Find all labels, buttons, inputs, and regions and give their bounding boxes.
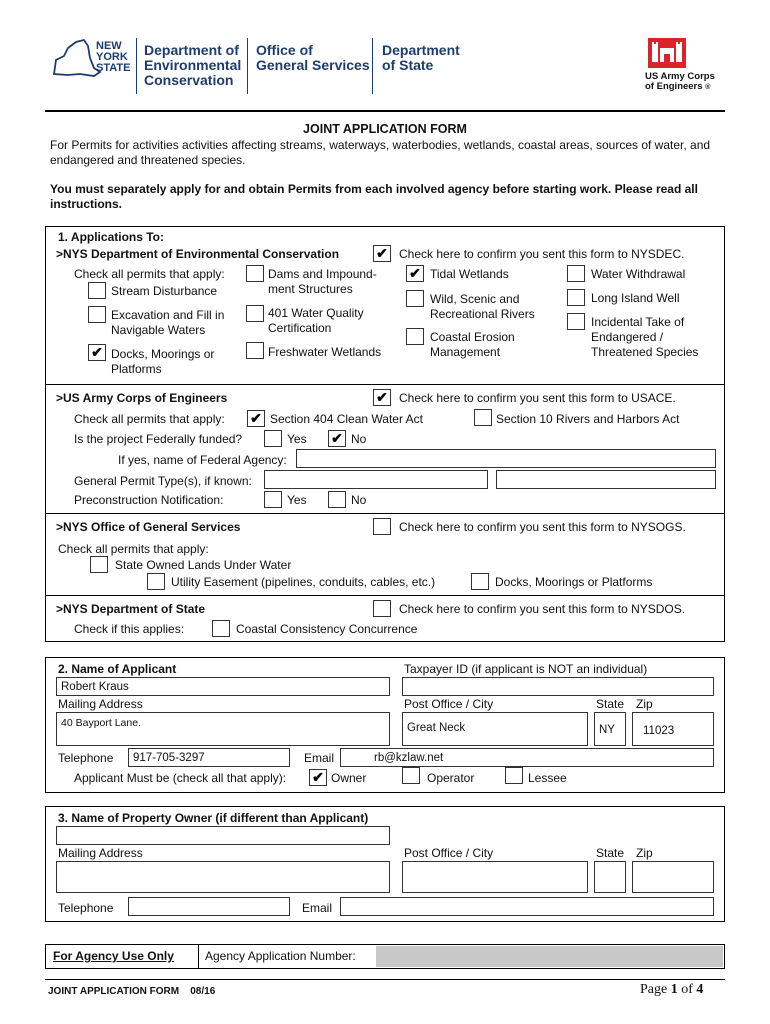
wild-scenic-label: Wild, Scenic and Recreational Rivers bbox=[430, 292, 535, 321]
email-label: Email bbox=[304, 751, 335, 765]
owner-telephone-input[interactable] bbox=[128, 897, 290, 916]
general-permit-label: General Permit Type(s), if known: bbox=[74, 474, 252, 488]
freshwater-checkbox[interactable] bbox=[246, 342, 264, 359]
state-lands-checkbox[interactable] bbox=[90, 556, 108, 573]
state-lands-label: State Owned Lands Under Water bbox=[115, 558, 292, 572]
owner-zip-input[interactable] bbox=[632, 861, 714, 893]
warning-text: You must separately apply for and obtain Permits from each involved agency before starting work. Please read all instructions. bbox=[50, 182, 698, 211]
mailing-address-label: Mailing Address bbox=[58, 697, 143, 711]
divider bbox=[136, 38, 137, 94]
utility-easement-label: Utility Easement (pipelines, conduits, cables, etc.) bbox=[171, 575, 436, 589]
header-rule bbox=[45, 110, 725, 112]
usace-line-2: of Engineers bbox=[645, 81, 703, 92]
usace-castle-icon bbox=[648, 38, 686, 68]
freshwater-label: Freshwater Wetlands bbox=[268, 345, 382, 359]
dec-heading: >NYS Department of Environmental Conservation bbox=[56, 247, 340, 261]
footer-version: 08/16 bbox=[190, 986, 216, 997]
state-input[interactable]: NY bbox=[594, 712, 626, 746]
taxpayer-id-input[interactable] bbox=[402, 677, 714, 696]
owner-po-input[interactable] bbox=[402, 861, 588, 893]
usace-wordmark bbox=[645, 72, 715, 93]
fed-yes-label: Yes bbox=[287, 432, 307, 446]
coastal-erosion-checkbox[interactable] bbox=[406, 328, 424, 345]
divider bbox=[247, 38, 248, 94]
dec-line-3: Conservation bbox=[144, 72, 234, 88]
owner-label: Owner bbox=[331, 771, 367, 785]
ogs-docks-label: Docks, Moorings or Platforms bbox=[495, 575, 653, 589]
zip-input[interactable]: 11023 bbox=[632, 712, 714, 746]
telephone-input[interactable]: 917-705-3297 bbox=[128, 748, 290, 767]
owner-zip-label: Zip bbox=[636, 846, 653, 860]
ny-word-1: NEW bbox=[96, 40, 122, 52]
ny-word-2: YORK bbox=[96, 51, 128, 63]
ny-word-3: STATE bbox=[96, 62, 131, 74]
pcn-yes-checkbox[interactable] bbox=[264, 491, 282, 508]
wq401-label: 401 Water Quality Certification bbox=[268, 306, 364, 335]
usace-reg: ® bbox=[705, 84, 711, 91]
usace-confirm-label: Check here to confirm you sent this form to USACE. bbox=[399, 391, 676, 405]
general-permit-input-1[interactable] bbox=[264, 470, 488, 489]
taxpayer-label: Taxpayer ID (if applicant is NOT an individual) bbox=[404, 662, 648, 676]
page-total: 4 bbox=[696, 982, 704, 997]
agency-number-field[interactable] bbox=[376, 946, 723, 967]
stream-checkbox[interactable] bbox=[88, 282, 106, 299]
utility-easement-checkbox[interactable] bbox=[147, 573, 165, 590]
usace-check-all-label: Check all permits that apply: bbox=[74, 412, 225, 426]
s404-label: Section 404 Clean Water Act bbox=[270, 412, 423, 426]
footer-form-id bbox=[48, 984, 215, 999]
ogs-line-2: General Services bbox=[256, 57, 370, 73]
wild-scenic-checkbox[interactable] bbox=[406, 290, 424, 307]
owner-state-label: State bbox=[596, 846, 625, 860]
excavation-label: Excavation and Fill in Navigable Waters bbox=[111, 308, 225, 337]
general-permit-input-2[interactable] bbox=[496, 470, 716, 489]
form-title: JOINT APPLICATION FORM bbox=[303, 122, 467, 136]
s404-checkbox[interactable]: ✔ bbox=[247, 410, 265, 427]
lessee-label: Lessee bbox=[528, 771, 567, 785]
docks-dec-checkbox[interactable]: ✔ bbox=[88, 344, 106, 361]
operator-checkbox[interactable] bbox=[402, 767, 420, 784]
federal-agency-label: If yes, name of Federal Agency: bbox=[118, 453, 287, 467]
incidental-take-label: Incidental Take of Endangered / Threatened Species bbox=[591, 315, 699, 359]
footer-form-name: JOINT APPLICATION FORM bbox=[48, 986, 180, 997]
section-2-heading: 2. Name of Applicant bbox=[58, 662, 177, 676]
dos-confirm-label: Check here to confirm you sent this form to NYSDOS. bbox=[399, 602, 686, 616]
ogs-heading: >NYS Office of General Services bbox=[56, 520, 241, 534]
agency-number-label: Agency Application Number: bbox=[205, 949, 356, 963]
email-input[interactable]: rb@kzlaw.net bbox=[340, 748, 714, 767]
owner-mailing-input[interactable] bbox=[56, 861, 390, 893]
telephone-label: Telephone bbox=[58, 751, 114, 765]
owner-name-input[interactable] bbox=[56, 826, 390, 845]
divider bbox=[45, 513, 725, 514]
dec-confirm-checkbox[interactable]: ✔ bbox=[373, 245, 391, 262]
post-office-input[interactable]: Great Neck bbox=[402, 712, 588, 746]
ogs-confirm-checkbox[interactable] bbox=[373, 518, 391, 535]
federal-agency-input[interactable] bbox=[296, 449, 716, 468]
dec-line-2: Environmental bbox=[144, 57, 242, 73]
ogs-check-all-label: Check all permits that apply: bbox=[58, 542, 209, 556]
section-1-heading: 1. Applications To: bbox=[58, 230, 165, 244]
federally-funded-label: Is the project Federally funded? bbox=[74, 432, 243, 446]
ny-state-wordmark bbox=[96, 41, 130, 74]
owner-state-input[interactable] bbox=[594, 861, 626, 893]
page-number: 1 bbox=[670, 982, 678, 997]
page-prefix: Page bbox=[640, 982, 671, 997]
divider bbox=[45, 595, 725, 596]
dec-logo bbox=[144, 43, 241, 88]
owner-telephone-label: Telephone bbox=[58, 901, 114, 915]
ogs-confirm-label: Check here to confirm you sent this form to NYSOGS. bbox=[399, 520, 686, 534]
dos-logo bbox=[382, 43, 460, 73]
dams-checkbox[interactable] bbox=[246, 265, 264, 282]
coastal-consistency-label: Coastal Consistency Concurrence bbox=[236, 622, 418, 636]
ogs-logo bbox=[256, 43, 370, 73]
divider bbox=[45, 384, 725, 385]
usace-line-1: US Army Corps bbox=[645, 71, 715, 82]
tidal-checkbox[interactable]: ✔ bbox=[406, 265, 424, 282]
ogs-line-1: Office of bbox=[256, 42, 313, 58]
dec-check-all-label: Check all permits that apply: bbox=[74, 267, 225, 281]
incidental-take-checkbox[interactable] bbox=[567, 313, 585, 330]
usace-confirm-checkbox[interactable]: ✔ bbox=[373, 389, 391, 406]
dos-line-1: Department bbox=[382, 42, 460, 58]
zip-label: Zip bbox=[636, 697, 653, 711]
footer-rule bbox=[45, 979, 725, 980]
preconstruction-label: Preconstruction Notification: bbox=[74, 493, 224, 507]
dos-applies-label: Check if this applies: bbox=[74, 622, 185, 636]
ogs-docks-checkbox[interactable] bbox=[471, 573, 489, 590]
usace-heading: >US Army Corps of Engineers bbox=[56, 391, 228, 405]
owner-po-label: Post Office / City bbox=[404, 846, 494, 860]
owner-email-input[interactable] bbox=[340, 897, 714, 916]
dec-confirm-label: Check here to confirm you sent this form to NYSDEC. bbox=[399, 247, 685, 261]
dos-heading: >NYS Department of State bbox=[56, 602, 206, 616]
agency-use-label: For Agency Use Only bbox=[53, 949, 174, 963]
applicant-must-label: Applicant Must be (check all that apply): bbox=[74, 771, 287, 785]
withdrawal-label: Water Withdrawal bbox=[591, 267, 686, 281]
ny-state-map-icon bbox=[50, 38, 102, 78]
state-label: State bbox=[596, 697, 625, 711]
divider bbox=[198, 944, 199, 969]
section-3-heading: 3. Name of Property Owner (if different than Applicant) bbox=[58, 811, 369, 825]
applicant-name-input[interactable]: Robert Kraus bbox=[56, 677, 390, 696]
stream-label: Stream Disturbance bbox=[111, 284, 218, 298]
intro-text: For Permits for activities activities affecting streams, waterways, waterbodies, wetlands, coastal areas, sources of water, and endangered and threatened species. bbox=[50, 138, 711, 167]
dos-confirm-checkbox[interactable] bbox=[373, 600, 391, 617]
page-indicator bbox=[640, 982, 703, 997]
withdrawal-checkbox[interactable] bbox=[567, 265, 585, 282]
pcn-no-label: No bbox=[351, 493, 367, 507]
s10-checkbox[interactable] bbox=[474, 409, 492, 426]
operator-label: Operator bbox=[427, 771, 475, 785]
wq401-checkbox[interactable] bbox=[246, 305, 264, 322]
fed-yes-checkbox[interactable] bbox=[264, 430, 282, 447]
fed-no-label: No bbox=[351, 432, 367, 446]
fed-no-checkbox[interactable]: ✔ bbox=[328, 430, 346, 447]
dams-label: Dams and Impound-ment Structures bbox=[268, 267, 377, 296]
lessee-checkbox[interactable] bbox=[505, 767, 523, 784]
owner-checkbox[interactable]: ✔ bbox=[309, 769, 327, 786]
s10-label: Section 10 Rivers and Harbors Act bbox=[496, 412, 680, 426]
docks-dec-label: Docks, Moorings or Platforms bbox=[111, 347, 215, 376]
liwell-checkbox[interactable] bbox=[567, 289, 585, 306]
coastal-consistency-checkbox[interactable] bbox=[212, 620, 230, 637]
mailing-address-input[interactable]: 40 Bayport Lane. bbox=[56, 712, 390, 746]
pcn-yes-label: Yes bbox=[287, 493, 307, 507]
dos-line-2: of State bbox=[382, 57, 434, 73]
page-of: of bbox=[677, 982, 697, 997]
post-office-label: Post Office / City bbox=[404, 697, 494, 711]
divider bbox=[372, 38, 373, 94]
coastal-erosion-label: Coastal Erosion Management bbox=[430, 330, 515, 359]
pcn-no-checkbox[interactable] bbox=[328, 491, 346, 508]
dec-line-1: Department of bbox=[144, 42, 239, 58]
tidal-label: Tidal Wetlands bbox=[430, 267, 509, 281]
liwell-label: Long Island Well bbox=[591, 291, 680, 305]
owner-mailing-label: Mailing Address bbox=[58, 846, 143, 860]
excavation-checkbox[interactable] bbox=[88, 306, 106, 323]
owner-email-label: Email bbox=[302, 901, 333, 915]
